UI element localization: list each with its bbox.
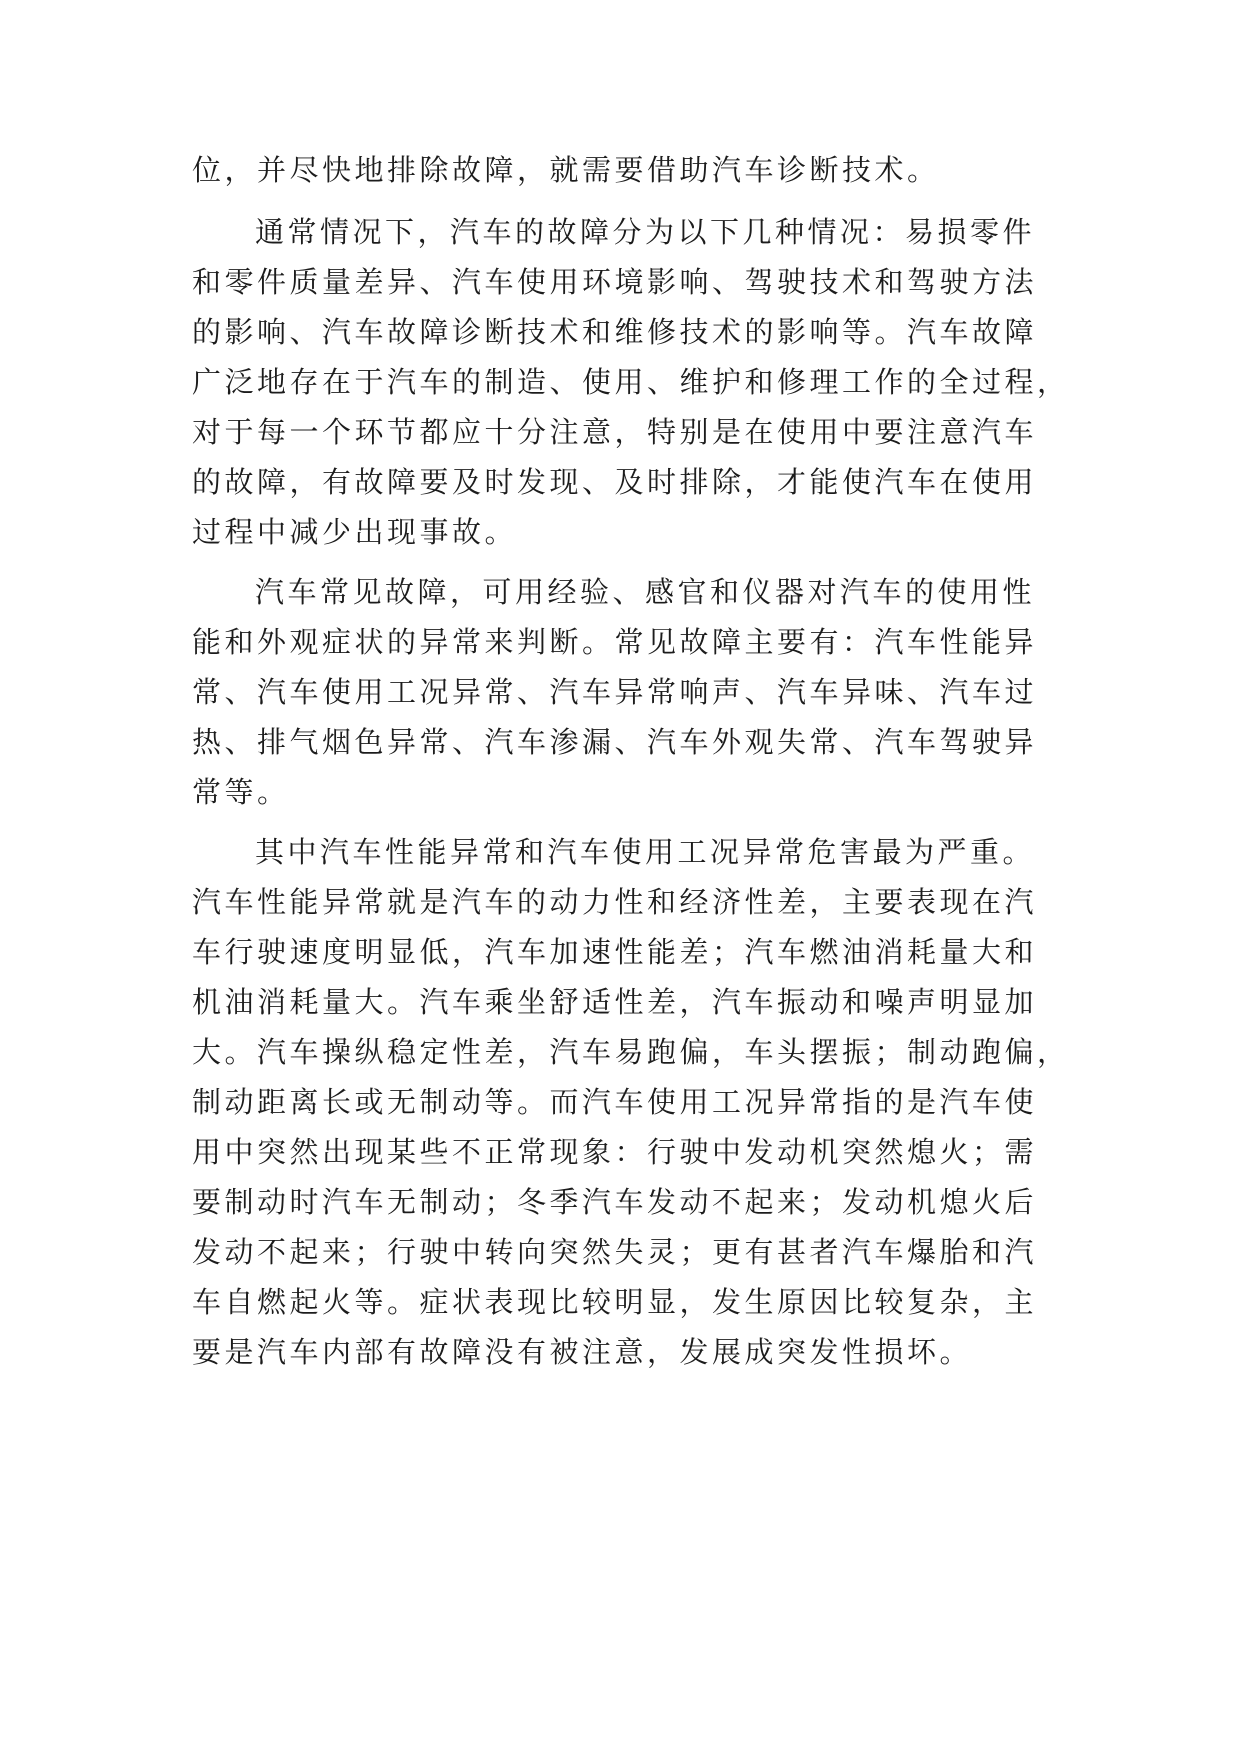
text-line: 机油消耗量大。汽车乘坐舒适性差，汽车振动和噪声明显加 <box>192 985 1038 1019</box>
text-line: 车行驶速度明显低，汽车加速性能差；汽车燃油消耗量大和 <box>192 935 1038 969</box>
text-line: 大。汽车操纵稳定性差，汽车易跑偏，车头摆振；制动跑偏， <box>192 1035 1070 1069</box>
text-line: 常等。 <box>192 775 290 809</box>
text-line: 汽车性能异常就是汽车的动力性和经济性差，主要表现在汽 <box>192 885 1038 919</box>
text-line: 常、汽车使用工况异常、汽车异常响声、汽车异味、汽车过 <box>192 675 1038 709</box>
text-line: 其中汽车性能异常和汽车使用工况异常危害最为严重。 <box>255 835 1036 869</box>
text-line: 用中突然出现某些不正常现象：行驶中发动机突然熄火；需 <box>192 1135 1038 1169</box>
text-line: 热、排气烟色异常、汽车渗漏、汽车外观失常、汽车驾驶异 <box>192 725 1038 759</box>
text-line: 和零件质量差异、汽车使用环境影响、驾驶技术和驾驶方法 <box>192 265 1038 299</box>
text-line: 要是汽车内部有故障没有被注意，发展成突发性损坏。 <box>192 1335 973 1369</box>
text-line: 位，并尽快地排除故障，就需要借助汽车诊断技术。 <box>192 153 940 187</box>
text-line: 广泛地存在于汽车的制造、使用、维护和修理工作的全过程， <box>192 365 1070 399</box>
text-line: 能和外观症状的异常来判断。常见故障主要有：汽车性能异 <box>192 625 1038 659</box>
text-line: 通常情况下，汽车的故障分为以下几种情况：易损零件 <box>255 215 1036 249</box>
text-line: 过程中减少出现事故。 <box>192 515 518 549</box>
text-line: 车自燃起火等。症状表现比较明显，发生原因比较复杂，主 <box>192 1285 1038 1319</box>
text-line: 对于每一个环节都应十分注意，特别是在使用中要注意汽车 <box>192 415 1038 449</box>
text-line: 的故障，有故障要及时发现、及时排除，才能使汽车在使用 <box>192 465 1038 499</box>
text-line: 要制动时汽车无制动；冬季汽车发动不起来；发动机熄火后 <box>192 1185 1038 1219</box>
text-line: 汽车常见故障，可用经验、感官和仪器对汽车的使用性 <box>255 575 1036 609</box>
text-line: 的影响、汽车故障诊断技术和维修技术的影响等。汽车故障 <box>192 315 1038 349</box>
text-line: 发动不起来；行驶中转向突然失灵；更有甚者汽车爆胎和汽 <box>192 1235 1038 1269</box>
text-line: 制动距离长或无制动等。而汽车使用工况异常指的是汽车使 <box>192 1085 1038 1119</box>
